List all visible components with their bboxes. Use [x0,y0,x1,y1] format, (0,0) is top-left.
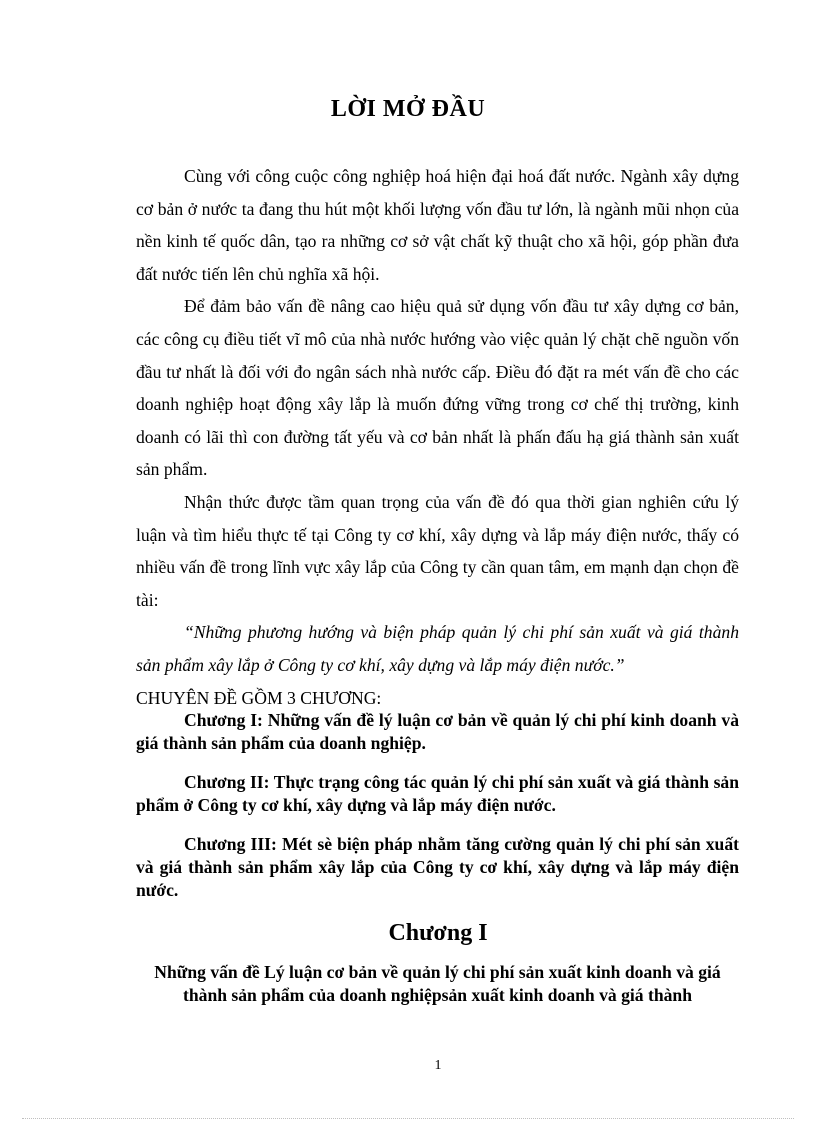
chapter-item-3: Chương III: Mét sè biện pháp nhằm tăng cường quản lý chi phí sản xuất và giá thành sản phẩm xây lắp của Công ty cơ khí, xây dựng và lắp máy điện nước. [136,834,739,900]
page-title: LỜI MỞ ĐẦU [330,96,486,122]
intro-paragraph-3: Nhận thức được tầm quan trọng của vấn đề đó qua thời gian nghiên cứu lý luận và tìm hiểu thực tế tại Công ty cơ khí, xây dựng và lắp máy điện nước, thấy có nhiều vấn đề trong lĩnh vực xây lắp của Công ty cần quan tâm, em mạnh dạn chọn đề tài: [136,491,739,610]
topic-quote: “Những phương hướng và biện pháp quản lý chi phí sản xuất và giá thành sản phẩm xây lắp ở Công ty cơ khí, xây dựng và lắp máy điện nước.” [136,622,739,675]
structure-label: CHUYÊN ĐỀ GỒM 3 CHƯƠNG: [136,687,382,708]
chapter-item-2: Chương II: Thực trạng công tác quản lý chi phí sản xuất và giá thành sản phẩm ở Công ty cơ khí, xây dựng và lắp máy điện nước. [136,772,739,815]
chapter-list [136,709,739,918]
introduction-body [136,160,739,714]
footer-divider [22,1118,794,1119]
chapter-heading: Chương I [388,920,488,946]
chapter-subtitle: Những vấn đề Lý luận cơ bản về quản lý chi phí sản xuất kinh doanh và giá thành sản phẩm của doanh nghiệpsản xuất kinh doanh và giá thành [154,962,721,1005]
chapter-item-1: Chương I: Những vấn đề lý luận cơ bản về quản lý chi phí kinh doanh và giá thành sản phẩm của doanh nghiệp. [136,710,739,753]
intro-paragraph-2: Để đảm bảo vấn đề nâng cao hiệu quả sử dụng vốn đầu tư xây dựng cơ bản, các công cụ điều tiết vĩ mô của nhà nước hướng vào việc quản lý chặt chẽ nguồn vốn đầu tư nhất là đối với đo ngân sách nhà nước cấp. Điều đó đặt ra mét vấn đề cho các doanh nghiệp hoạt động xây lắp là muốn đứng vững trong cơ chế thị trường, kinh doanh có lãi thì con đường tất yếu và cơ bản nhất là phấn đấu hạ giá thành sản xuất sản phẩm. [136,296,739,480]
intro-paragraph-1: Cùng với công cuộc công nghiệp hoá hiện đại hoá đất nước. Ngành xây dựng cơ bản ở nước ta đang thu hút một khối lượng vốn đầu tư lớn, là ngành mũi nhọn của nền kinh tế quốc dân, tạo ra những cơ sở vật chất kỹ thuật cho xã hội, góp phần đưa đất nước tiến lên chủ nghĩa xã hội. [136,166,739,284]
page-number: 1 [434,1058,442,1073]
